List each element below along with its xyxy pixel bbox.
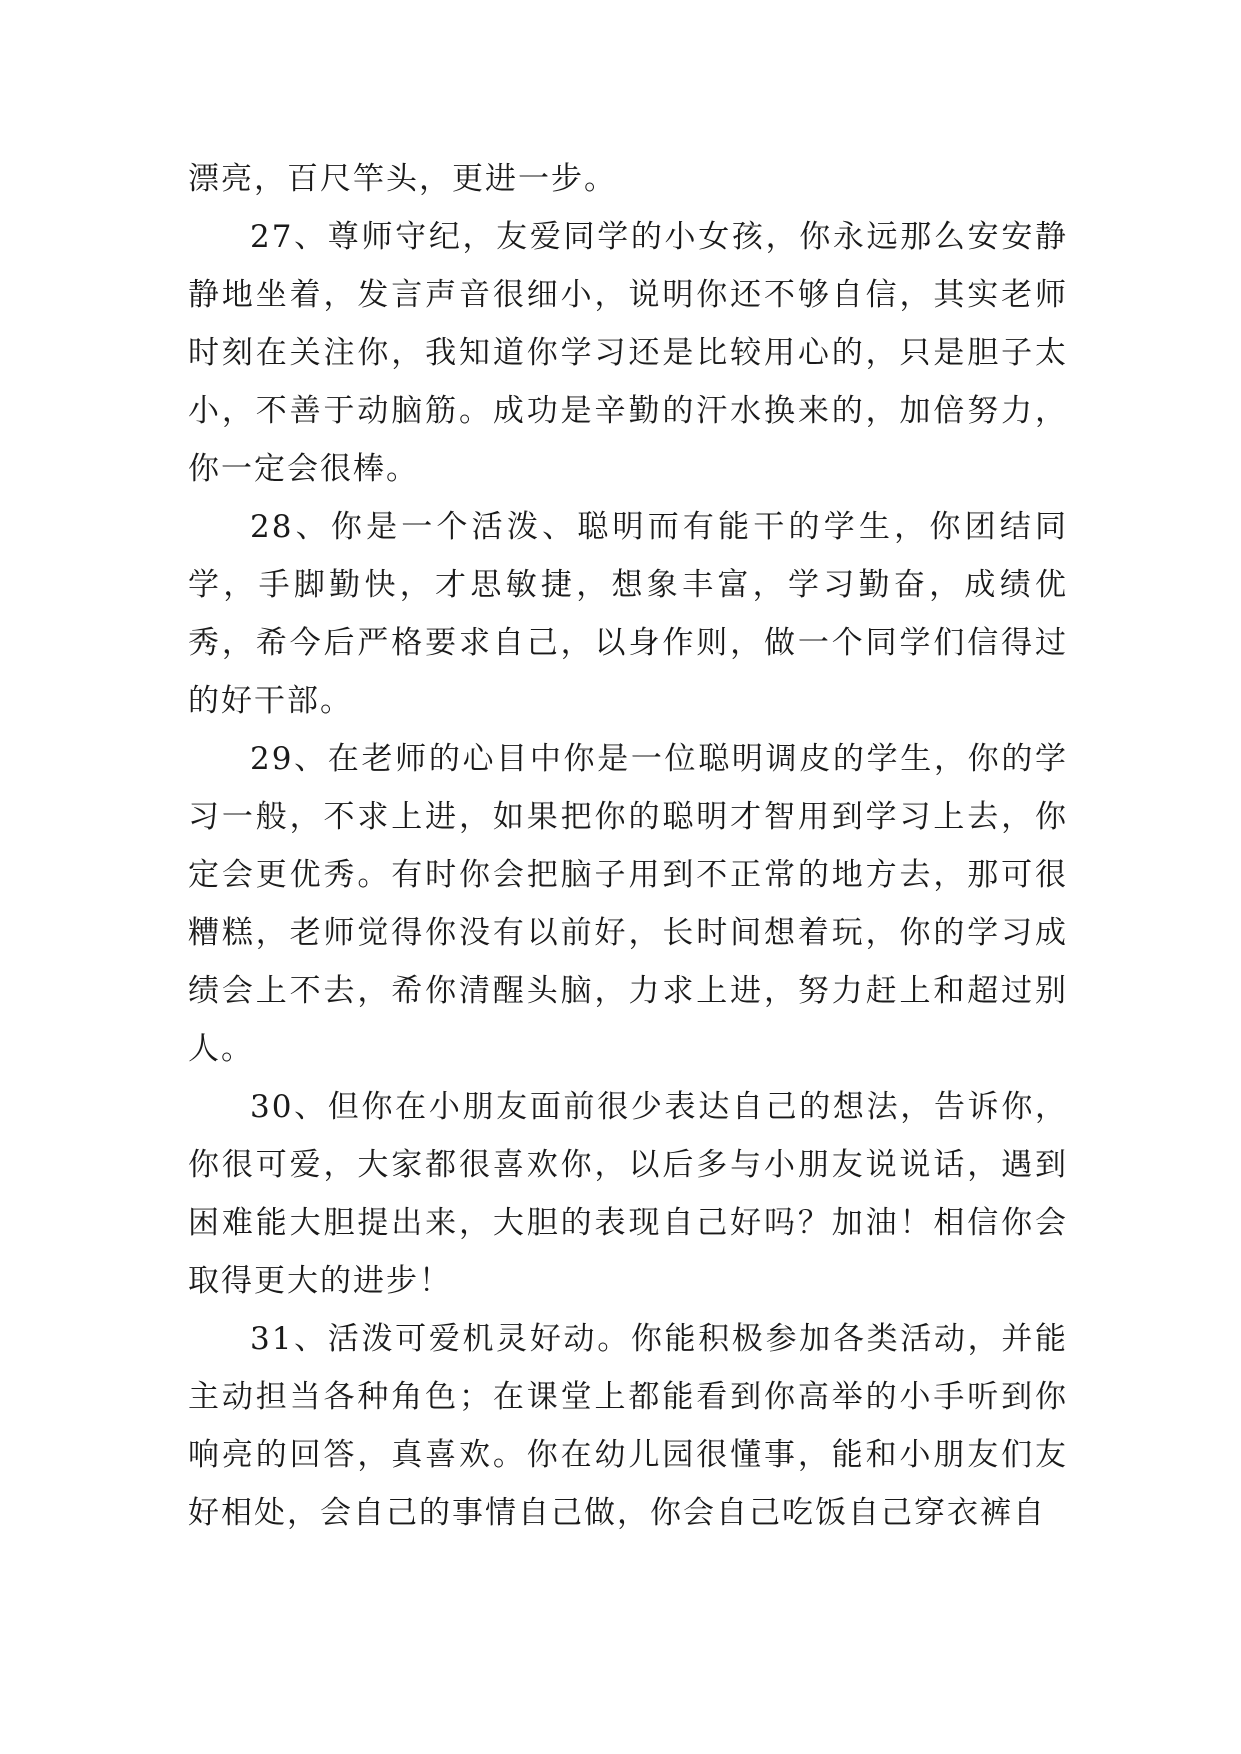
paragraph-27: 27、尊师守纪，友爱同学的小女孩，你永远那么安安静静地坐着，发言声音很细小，说明你还不够自信，其实老师时刻在关注你，我知道你学习还是比较用心的，只是胆子太小，不善于动脑筋。成功是辛勤的汗水换来的，加倍努力，你一定会很棒。 [188,219,1068,487]
paragraph-28: 28、你是一个活泼、聪明而有能干的学生，你团结同学，手脚勤快，才思敏捷，想象丰富，学习勤奋，成绩优秀，希今后严格要求自己，以身作则，做一个同学们信得过的好干部。 [188,509,1068,719]
paragraph-31: 31、活泼可爱机灵好动。你能积极参加各类活动，并能主动担当各种角色；在课堂上都能看到你高举的小手听到你响亮的回答，真喜欢。你在幼儿园很懂事，能和小朋友们友好相处，会自己的事情自己做，你会自己吃饭自己穿衣裤自 [188,1321,1068,1531]
document-body [188,150,1068,1542]
paragraph-continuation: 漂亮，百尺竿头，更进一步。 [188,161,617,197]
paragraph-29: 29、在老师的心目中你是一位聪明调皮的学生，你的学习一般，不求上进，如果把你的聪明才智用到学习上去，你定会更优秀。有时你会把脑子用到不正常的地方去，那可很糟糕，老师觉得你没有以前好，长时间想着玩，你的学习成绩会上不去，希你清醒头脑，力求上进，努力赶上和超过别人。 [188,741,1068,1067]
paragraph-30: 30、但你在小朋友面前很少表达自己的想法，告诉你，你很可爱，大家都很喜欢你，以后多与小朋友说说话，遇到困难能大胆提出来，大胆的表现自己好吗？加油！相信你会取得更大的进步！ [188,1089,1068,1299]
